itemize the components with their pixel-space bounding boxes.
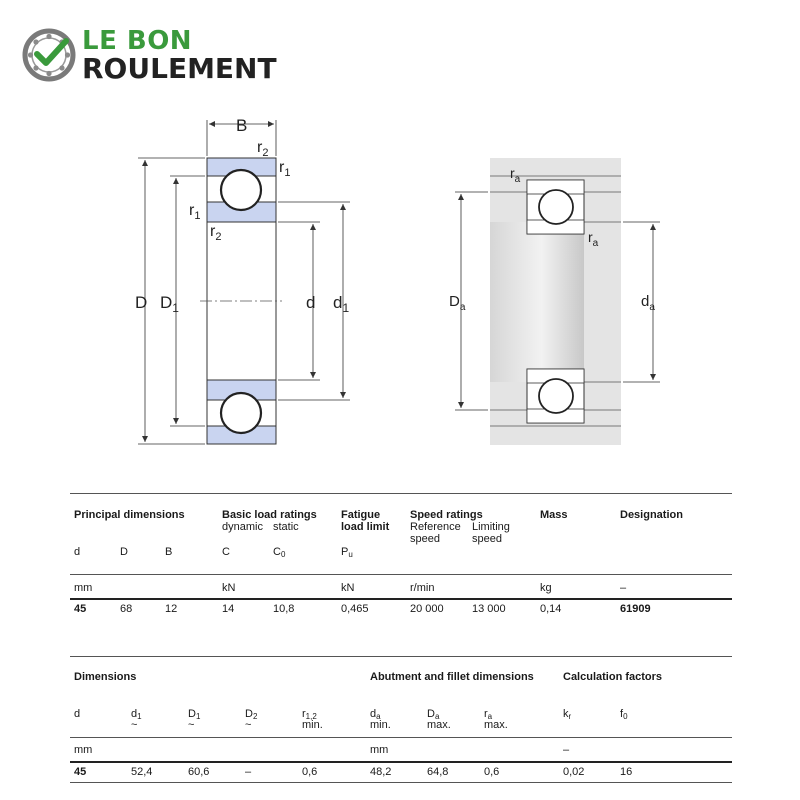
val2-D1: 60,6 (188, 766, 210, 778)
label-Da: D (449, 293, 460, 310)
label-ra-right: r (588, 229, 593, 245)
val2-d: 45 (74, 766, 87, 778)
label-r2-top-sub: 2 (262, 147, 269, 159)
header-abutment: Abutment and fillet dimensions (370, 671, 534, 683)
sym2-ra-base: r (484, 708, 488, 720)
unit2-mm-dimensions: mm (74, 744, 93, 756)
sym2-d1-sub: 1 (137, 712, 142, 721)
label-d: d (306, 293, 316, 312)
sym2-da-sub: a (376, 712, 381, 721)
val2-D2: – (245, 766, 252, 778)
sym-D: D (120, 546, 128, 558)
val-B: 12 (165, 603, 178, 615)
svg-text:Da (449, 293, 466, 313)
sym2-ra-sub: a (487, 712, 493, 721)
sym-Pu-sub: u (348, 550, 353, 559)
val2-d1: 52,4 (131, 766, 153, 778)
header-limiting-speed: speed (472, 533, 502, 545)
sym2-da-base: d (370, 708, 377, 720)
sym2-f0-sub: 0 (623, 712, 628, 721)
sym2-kr-sub: r (568, 712, 572, 721)
val-mass: 0,14 (540, 603, 562, 615)
label-Da-sub: a (459, 302, 466, 313)
val-d: 45 (74, 603, 87, 615)
header-dynamic: dynamic (222, 521, 263, 533)
header-reference: Reference (410, 521, 461, 533)
header-fatigue: Fatigue (341, 509, 381, 521)
val2-ra: 0,6 (484, 766, 500, 778)
sym2-D2-base: D (245, 708, 253, 720)
sym-Pu (341, 546, 353, 561)
header-calculation-factors: Calculation factors (563, 671, 663, 683)
unit2-mm-abutment: mm (370, 744, 389, 756)
bearing-check-icon (22, 28, 76, 82)
sym2-kr-base: k (563, 708, 569, 720)
sym2-f0 (620, 708, 628, 723)
sym2-da-note: min. (370, 719, 391, 731)
unit-kN-fatigue: kN (341, 582, 355, 594)
sym2-kr (563, 708, 571, 723)
label-ra-top-sub: a (514, 174, 521, 185)
sym-Pu-base: P (341, 546, 349, 558)
label-D: D (135, 293, 148, 312)
unit-rpm: r/min (410, 582, 435, 594)
sym-C0-sub: 0 (280, 550, 286, 559)
val2-kr: 0,02 (563, 766, 585, 778)
unit-kN-load: kN (222, 582, 236, 594)
label-ra-right-sub: a (592, 238, 599, 249)
label-r1-left-sub: 1 (194, 210, 201, 222)
sym2-D2-note: ~ (245, 719, 252, 731)
sym2-Da-base: D (427, 708, 435, 720)
val2-da: 48,2 (370, 766, 392, 778)
val2-f0: 16 (620, 766, 633, 778)
val-designation: 61909 (620, 603, 651, 615)
sym2-D1-note: ~ (188, 719, 195, 731)
header-designation: Designation (620, 509, 683, 521)
sym2-d1-note: ~ (131, 719, 138, 731)
sym2-Da-sub: a (434, 712, 440, 721)
brand-line2: ROULEMENT (82, 52, 277, 85)
sym2-r12-note: min. (302, 719, 323, 731)
label-D1: D (160, 293, 173, 312)
sym2-Da-note: max. (427, 719, 451, 731)
sym-C: C (222, 546, 230, 558)
val-D: 68 (120, 603, 133, 615)
sym2-D1-sub: 1 (195, 712, 201, 721)
svg-text:r2 (257, 139, 268, 159)
val2-Da: 64,8 (427, 766, 449, 778)
val-lim-speed: 13 000 (472, 603, 506, 615)
sym2-D2-sub: 2 (252, 712, 258, 721)
val-C0: 10,8 (273, 603, 295, 615)
header-speed-ratings: Speed ratings (410, 509, 483, 521)
label-da: d (641, 293, 650, 310)
bearing-cross-section-drawing (120, 110, 380, 455)
val-Pu: 0,465 (341, 603, 369, 615)
label-r2-bottom: r (210, 223, 216, 240)
brand-line1: LE BON (82, 26, 193, 56)
label-d1-sub: 1 (342, 301, 350, 315)
unit2-dash: – (563, 744, 570, 756)
val2-r12: 0,6 (302, 766, 318, 778)
label-r2-bottom-sub: 2 (215, 231, 222, 243)
header-dimensions: Dimensions (74, 671, 137, 683)
sym-B: B (165, 546, 173, 558)
sym2-f0-base: f (620, 708, 624, 720)
sym-d: d (74, 546, 81, 558)
unit-kg: kg (540, 582, 552, 594)
header-static: static (273, 521, 299, 533)
svg-text:r2 (210, 223, 221, 243)
label-da-sub: a (649, 302, 655, 313)
label-D1-sub: 1 (172, 301, 179, 315)
sym-C0-base: C (273, 546, 281, 558)
sym2-ra-note: max. (484, 719, 508, 731)
sym2-r12-sub: 1,2 (305, 712, 317, 721)
label-r1-left: r (189, 202, 195, 219)
header-load-limit: load limit (341, 521, 390, 533)
sym2-d: d (74, 708, 81, 720)
label-ra-top: r (510, 165, 515, 181)
label-B: B (236, 116, 248, 135)
svg-text:d1 (333, 293, 349, 315)
label-r2-top: r (257, 139, 263, 156)
header-limiting: Limiting (472, 521, 510, 533)
header-basic-load-ratings: Basic load ratings (222, 509, 317, 521)
val-ref-speed: 20 000 (410, 603, 444, 615)
abutment-drawing (440, 150, 670, 450)
header-mass: Mass (540, 509, 568, 521)
header-principal-dimensions: Principal dimensions (74, 509, 185, 521)
sym2-d1-base: d (131, 708, 138, 720)
header-reference-speed: speed (410, 533, 440, 545)
sym-C0 (273, 546, 285, 561)
unit-mm: mm (74, 582, 93, 594)
label-r1-right-sub: 1 (284, 167, 291, 179)
sym2-r12-base: r (302, 708, 306, 720)
unit-dash: – (620, 582, 627, 594)
label-d1: d (333, 293, 343, 312)
svg-text:r1 (279, 159, 290, 179)
val-C: 14 (222, 603, 235, 615)
svg-text:r1 (189, 202, 200, 222)
label-r1-right: r (279, 159, 285, 176)
sym2-D1-base: D (188, 708, 196, 720)
